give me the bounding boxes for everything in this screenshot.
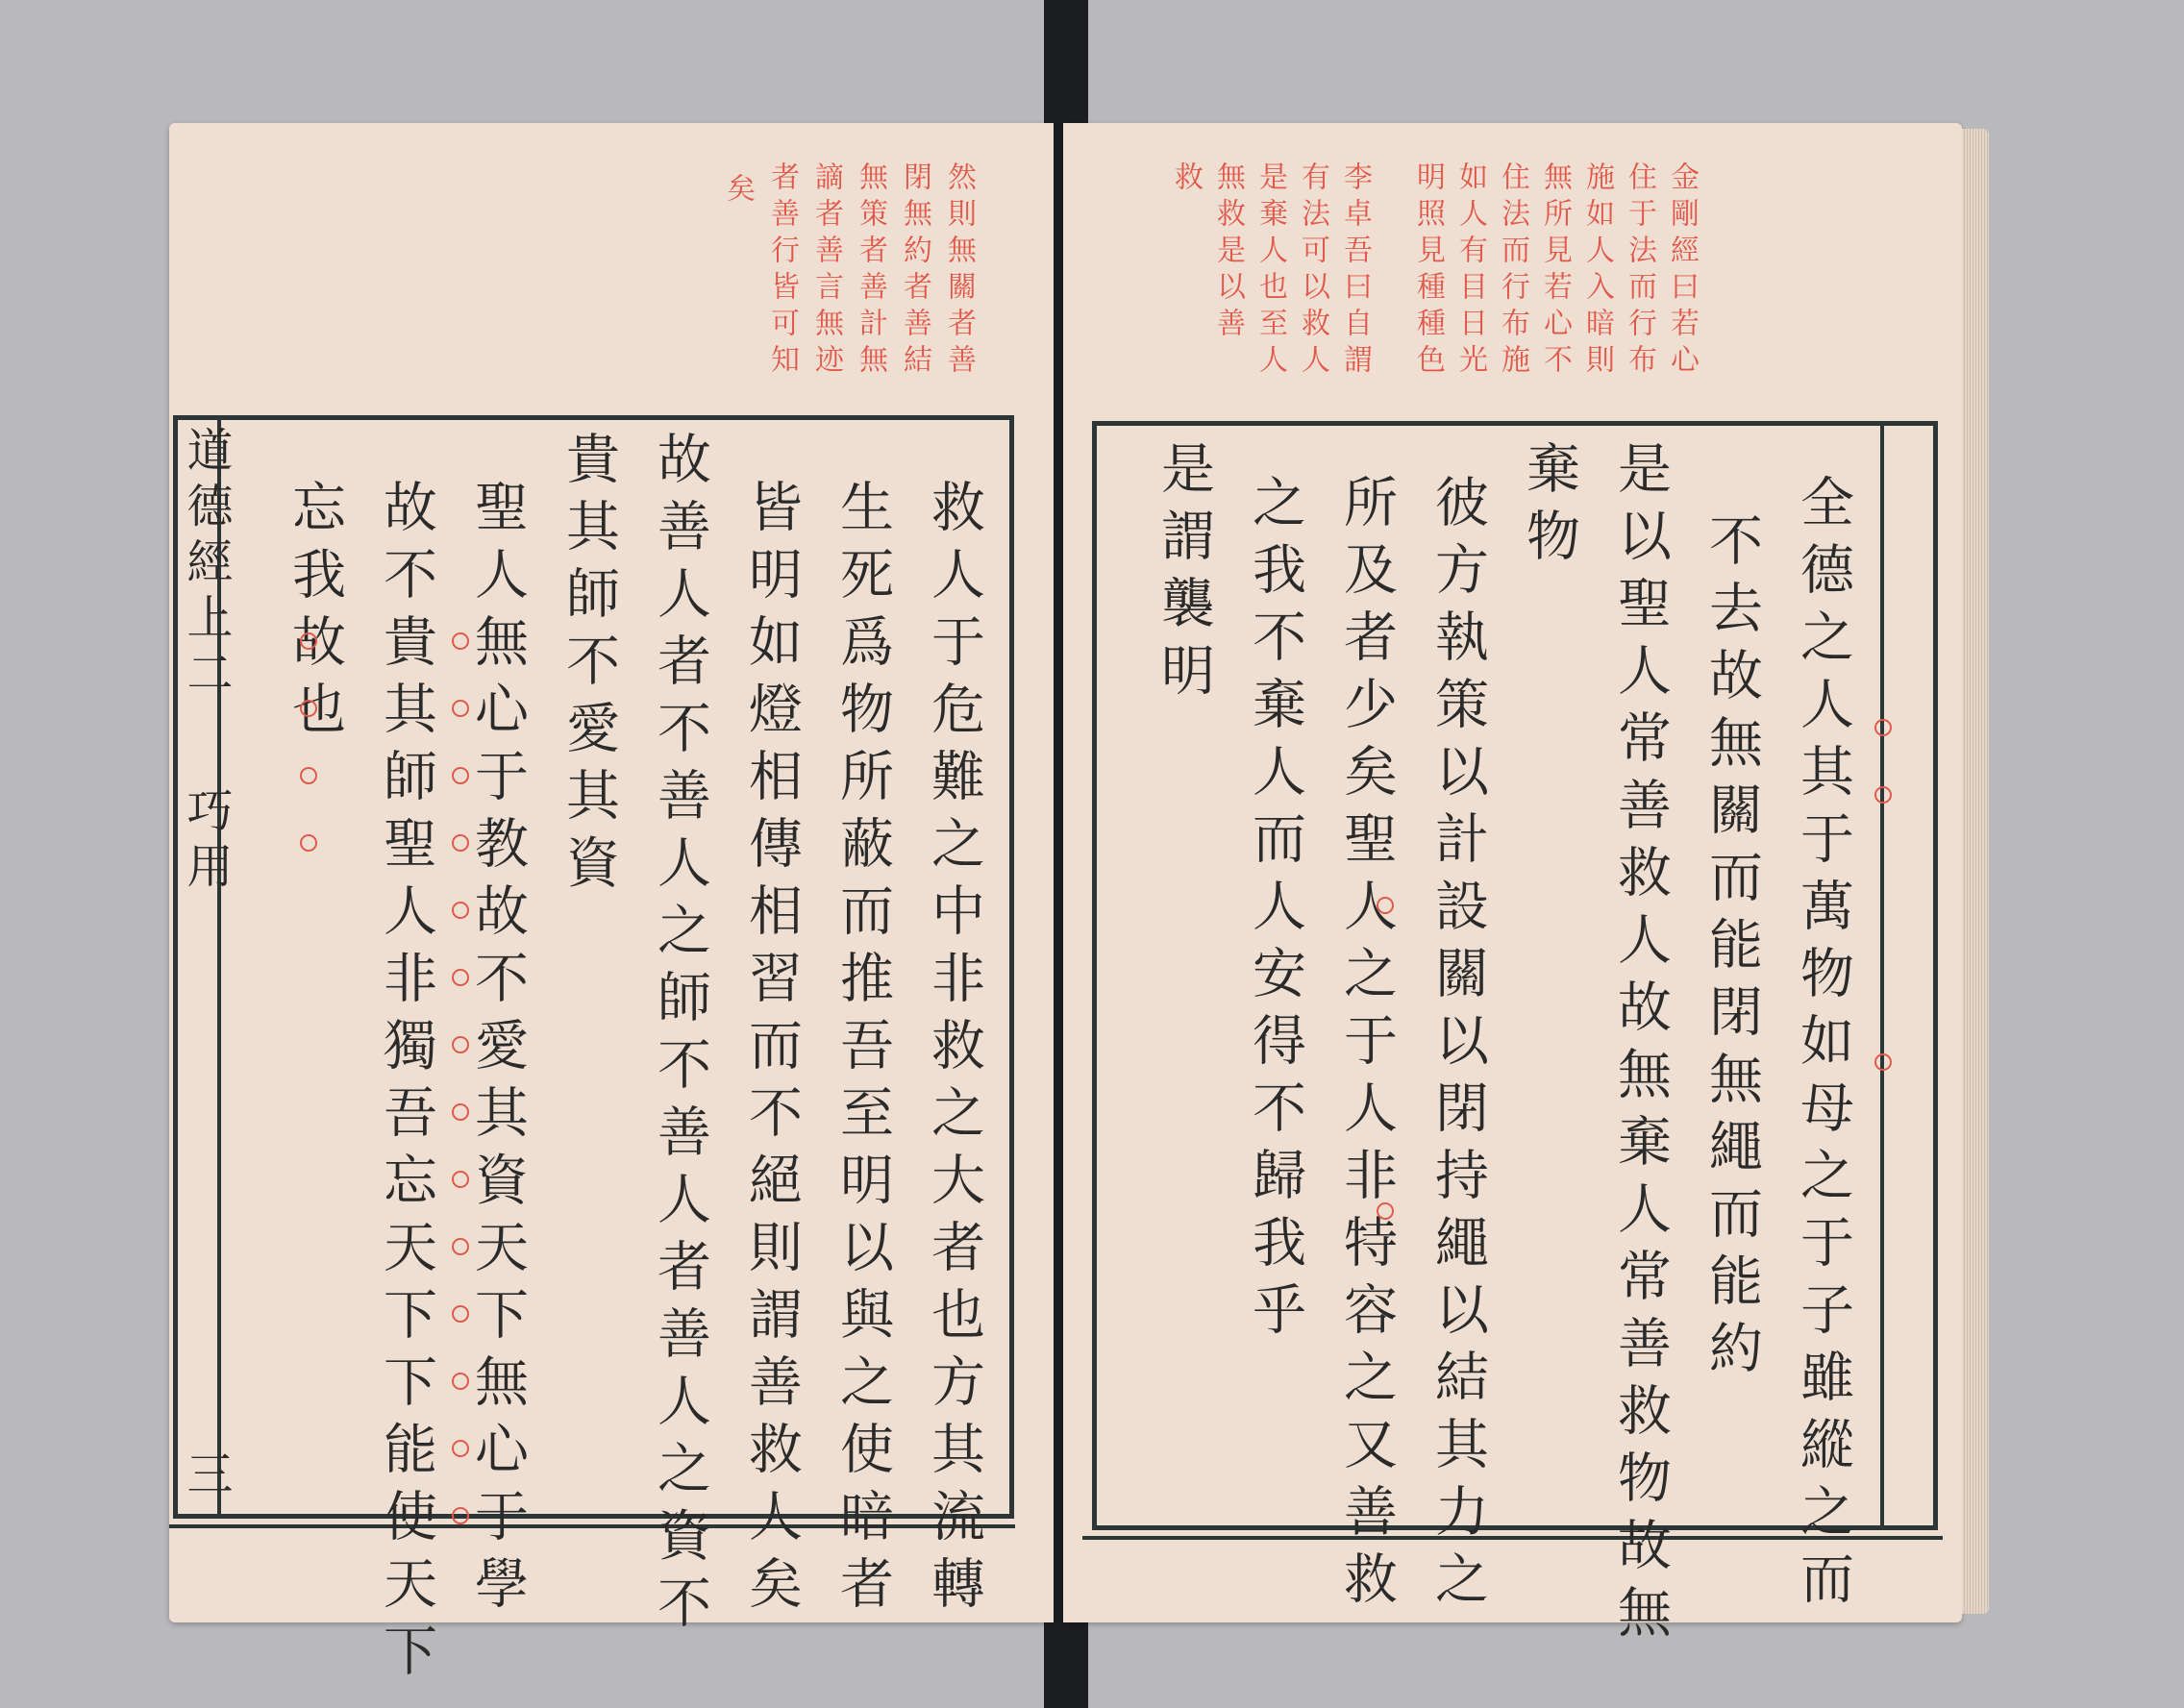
left-page xyxy=(169,123,1054,1690)
text-column: 生死爲物所蔽而推吾至明以與之使暗者 xyxy=(831,479,894,1622)
page-number: 三 xyxy=(179,1449,233,1505)
punctuation-marks xyxy=(1377,897,1398,1270)
text-column: 故不貴其師聖人非獨吾忘天下下能使天下 xyxy=(375,479,437,1690)
annotation-column: 李卓吾曰自謂 xyxy=(1338,161,1372,381)
text-column: 皆明如燈相傳相習而不絕則謂善救人矣 xyxy=(740,479,803,1622)
annotation-column: 閉無約者善結 xyxy=(898,161,931,381)
text-column: 棄物 xyxy=(1518,440,1580,575)
text-column: 忘我故也 xyxy=(284,479,346,748)
text-column: 貴其師不愛其資 xyxy=(558,431,620,902)
text-column: 是以聖人常善救人故無棄人常善救物故無 xyxy=(1609,440,1672,1651)
annotation-column: 明照見種種色 xyxy=(1411,161,1445,381)
annotation-column: 救 xyxy=(1169,161,1203,198)
annotation-column: 無所見若心不 xyxy=(1538,161,1572,381)
annotation-column: 者善行皆可知 xyxy=(765,161,799,381)
text-column: 彼方執策以計設關以閉持繩以結其力之 xyxy=(1427,474,1489,1618)
text-column: 是謂襲明 xyxy=(1153,440,1215,709)
text-column: 不去故無關而能閉無繩而能約 xyxy=(1700,512,1763,1387)
punctuation-marks xyxy=(1874,719,1896,1121)
annotation-column: 有法可以救人 xyxy=(1296,161,1329,381)
annotation-column: 無策者善計無 xyxy=(854,161,887,381)
annotation-column: 矣 xyxy=(721,173,755,210)
annotation-column: 如人有目日光 xyxy=(1453,161,1487,381)
annotation-column: 無救是以善 xyxy=(1211,161,1245,344)
margin-title: 道德經上二 xyxy=(179,426,233,705)
annotation-column: 金剛經曰若心 xyxy=(1665,161,1699,381)
annotation-column: 施如人入暗則 xyxy=(1580,161,1614,381)
page-edges xyxy=(1962,129,1989,1614)
right-page xyxy=(1063,123,1962,1651)
annotation-column: 住于法而行布 xyxy=(1623,161,1656,381)
text-column: 全德之人其于萬物如母之于子雖縱之而 xyxy=(1792,474,1854,1618)
annotation-column: 是棄人也至人 xyxy=(1253,161,1287,381)
text-column: 聖人無心于教故不愛其資天下無心于學 xyxy=(466,479,529,1622)
annotation-column: 住法而行布施 xyxy=(1496,161,1529,381)
text-column: 救人于危難之中非救之大者也方其流轉 xyxy=(923,479,985,1622)
punctuation-marks xyxy=(300,632,321,902)
punctuation-marks xyxy=(452,632,473,1574)
annotation-column: 然則無關者善 xyxy=(942,161,976,381)
annotation-column: 謫者善言無迹 xyxy=(809,161,843,381)
margin-chapter: 巧用 xyxy=(179,786,233,898)
text-column: 故善人者不善人之師不善人者善人之資不 xyxy=(649,431,711,1642)
text-column: 所及者少矣聖人之于人非特容之又善救 xyxy=(1335,474,1398,1618)
text-column: 之我不棄人而人安得不歸我乎 xyxy=(1244,474,1306,1349)
